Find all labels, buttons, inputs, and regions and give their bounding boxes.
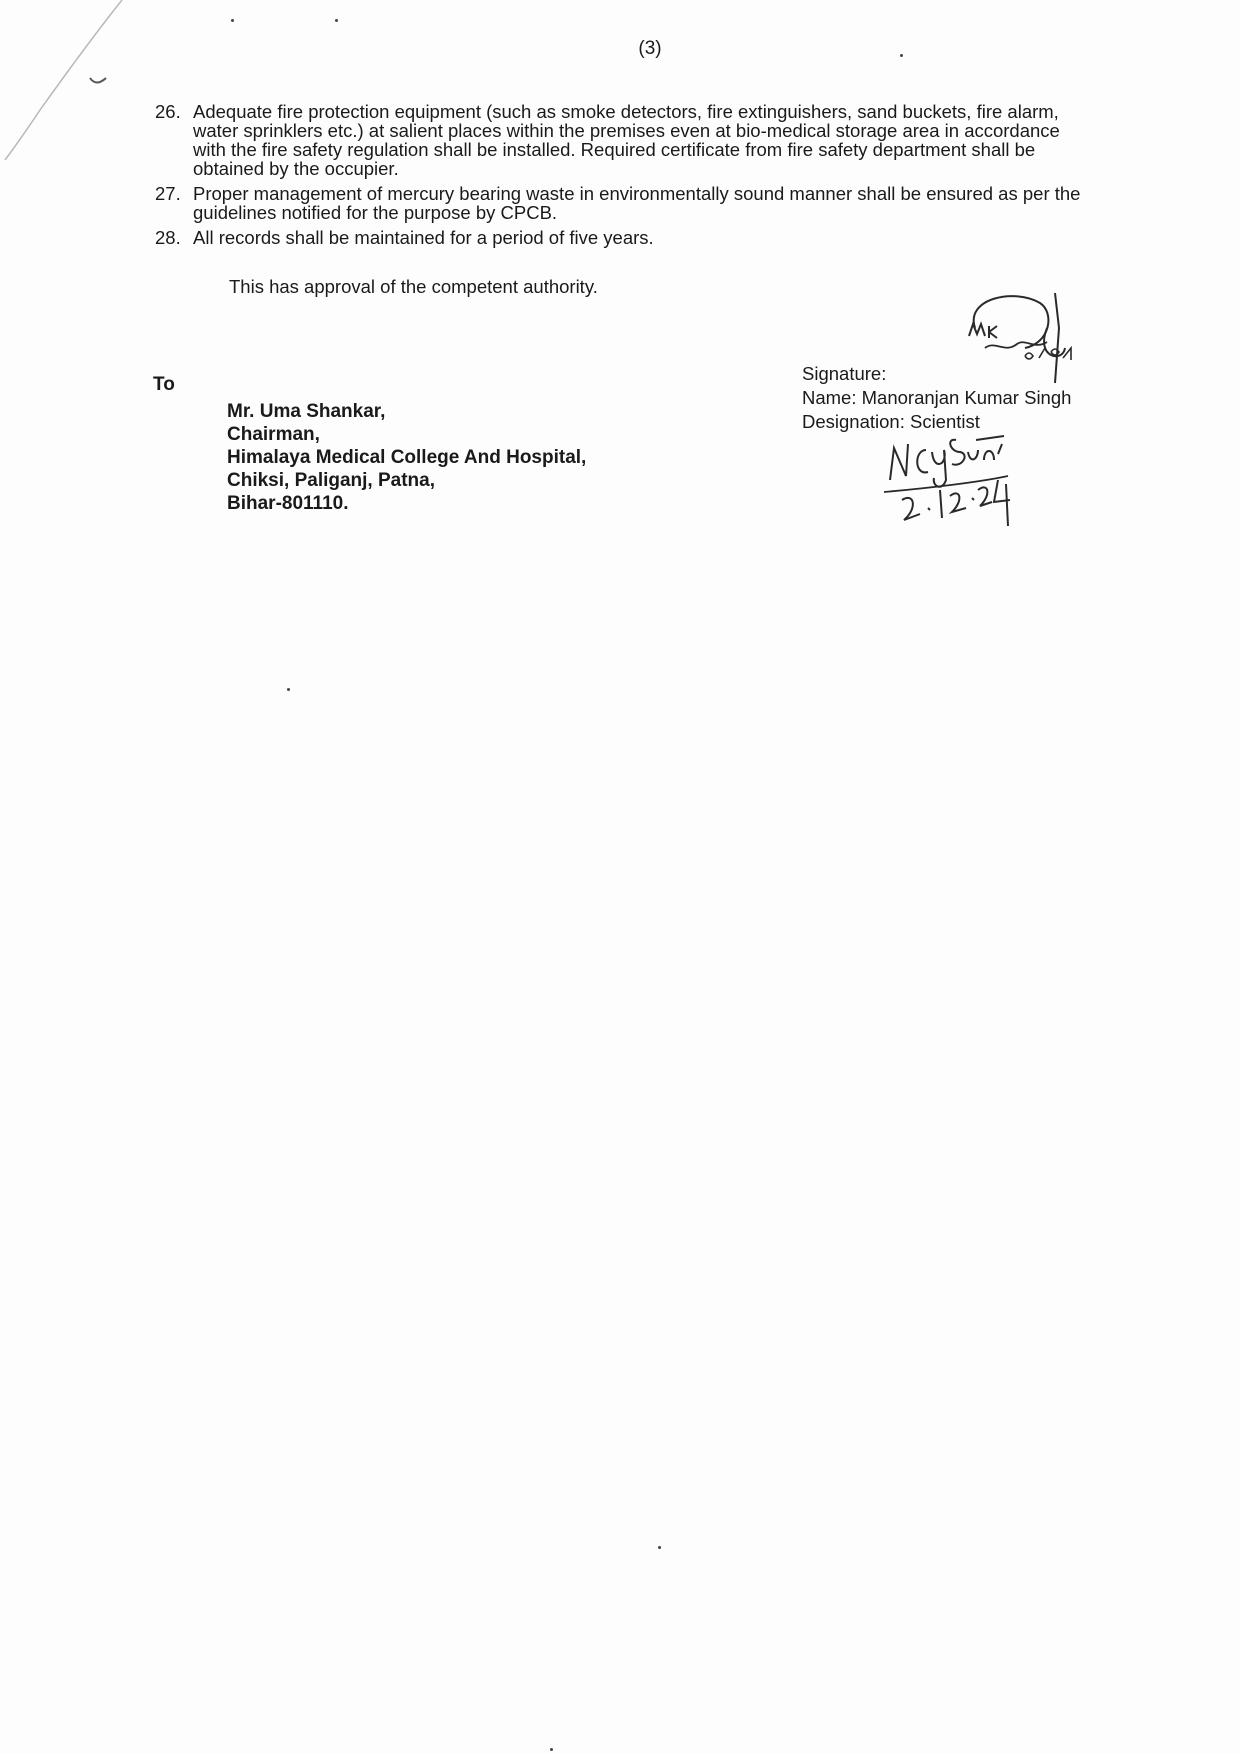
scan-edge-mark xyxy=(0,0,140,160)
clause-item xyxy=(155,184,1095,222)
handwritten-date-note xyxy=(880,430,1030,540)
recipient-title: Chairman, xyxy=(227,424,320,445)
scan-speck xyxy=(231,19,234,22)
clause-text: Proper management of mercury bearing waste in environmentally sound manner shall be ensured as per the guidelines notified for the purpose by CPCB. xyxy=(193,183,1081,223)
recipient-address-line: Chiksi, Paliganj, Patna, xyxy=(227,470,436,491)
scan-speck xyxy=(335,19,338,22)
scan-speck xyxy=(658,1546,661,1549)
scan-speck xyxy=(550,1748,553,1751)
signature-label: Signature: xyxy=(802,363,887,384)
clause-number: 26. xyxy=(155,101,181,122)
recipient-state-pin: Bihar-801110. xyxy=(227,493,349,514)
clause-text: Adequate fire protection equipment (such as smoke detectors, fire extinguishers, sand buckets, fire alarm, water sprinklers etc.) at salient places within the premises even at bio-medical storage area in accordance with the fire safety regulation shall be installed. Required certificate from fire safety department shall be obtained by the occupier. xyxy=(193,101,1060,179)
recipient-name: Mr. Uma Shankar, xyxy=(227,401,386,422)
recipient-address xyxy=(227,400,586,515)
to-label: To xyxy=(153,374,175,395)
signatory-designation: Designation: Scientist xyxy=(802,411,980,432)
scan-speck xyxy=(900,54,903,57)
page-number: (3) xyxy=(638,38,662,59)
clause-item xyxy=(155,102,1095,178)
approval-note: This has approval of the competent authority. xyxy=(229,276,598,297)
clause-text: All records shall be maintained for a period of five years. xyxy=(193,227,654,248)
recipient-organization: Himalaya Medical College And Hospital, xyxy=(227,447,587,468)
clause-list xyxy=(155,102,1095,253)
signatory-name: Name: Manoranjan Kumar Singh xyxy=(802,387,1072,408)
clause-number: 27. xyxy=(155,183,181,204)
scan-speck xyxy=(287,688,290,691)
clause-number: 28. xyxy=(155,227,181,248)
handwritten-signature xyxy=(955,288,1105,398)
clause-item xyxy=(155,228,1095,247)
